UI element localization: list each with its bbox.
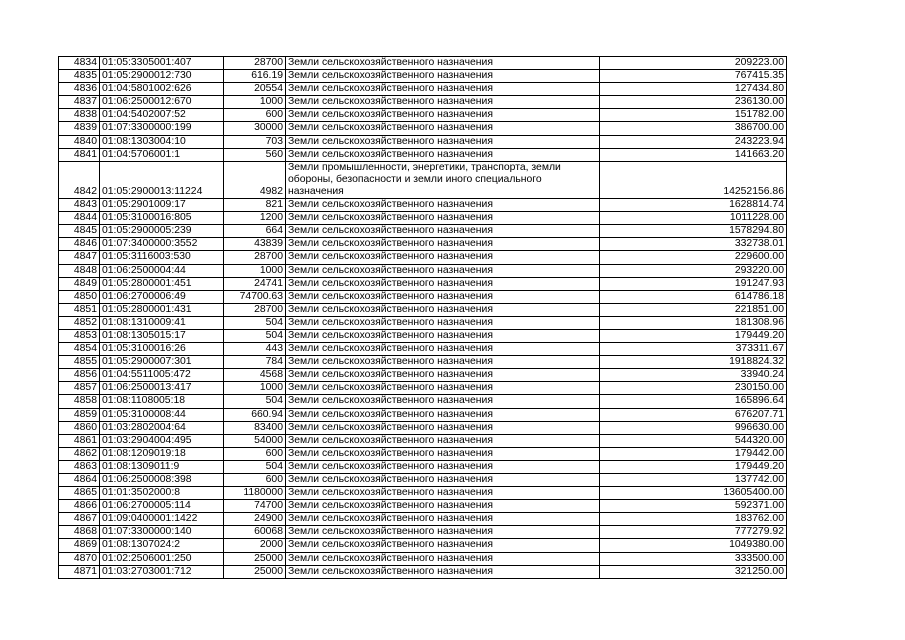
row-number-cell: 4849 [59, 277, 100, 290]
table-body [59, 57, 787, 579]
area-cell: 20554 [224, 83, 286, 96]
row-number-cell: 4856 [59, 369, 100, 382]
land-category-cell: Земли сельскохозяйственного назначения [286, 70, 600, 83]
cadastral-value-cell: 676207.71 [600, 408, 787, 421]
table-row [59, 434, 787, 447]
land-category-cell: Земли сельскохозяйственного назначения [286, 513, 600, 526]
cadastral-number-cell: 01:06:2500004:44 [100, 264, 224, 277]
area-cell: 60068 [224, 526, 286, 539]
cadastral-number-cell: 01:05:2800001:431 [100, 303, 224, 316]
table-row [59, 487, 787, 500]
cadastral-value-cell: 1578294.80 [600, 225, 787, 238]
table-row [59, 395, 787, 408]
row-number-cell: 4855 [59, 356, 100, 369]
land-category-cell: Земли сельскохозяйственного назначения [286, 434, 600, 447]
table-row [59, 135, 787, 148]
cadastral-number-cell: 01:05:2800001:451 [100, 277, 224, 290]
row-number-cell: 4869 [59, 539, 100, 552]
area-cell: 504 [224, 395, 286, 408]
table-row [59, 161, 787, 198]
land-category-cell: Земли промышленности, энергетики, транспорта, земли обороны, безопасности и земли иного специального назначения [286, 161, 600, 198]
cadastral-value-cell: 614786.18 [600, 290, 787, 303]
row-number-cell: 4836 [59, 83, 100, 96]
table-row [59, 212, 787, 225]
row-number-cell: 4843 [59, 199, 100, 212]
table-row [59, 148, 787, 161]
cadastral-number-cell: 01:03:2904004:495 [100, 434, 224, 447]
land-category-cell: Земли сельскохозяйственного назначения [286, 526, 600, 539]
cadastral-value-cell: 373311.67 [600, 343, 787, 356]
table-row [59, 565, 787, 578]
cadastral-number-cell: 01:04:5706001:1 [100, 148, 224, 161]
area-cell: 74700.63 [224, 290, 286, 303]
table-row [59, 199, 787, 212]
area-cell: 1200 [224, 212, 286, 225]
row-number-cell: 4839 [59, 122, 100, 135]
cadastral-value-cell: 321250.00 [600, 565, 787, 578]
cadastral-value-cell: 1628814.74 [600, 199, 787, 212]
cadastral-value-cell: 127434.80 [600, 83, 787, 96]
area-cell: 504 [224, 460, 286, 473]
area-cell: 43839 [224, 238, 286, 251]
cadastral-number-cell: 01:06:2700005:114 [100, 500, 224, 513]
cadastral-value-cell: 1918824.32 [600, 356, 787, 369]
land-category-cell: Земли сельскохозяйственного назначения [286, 343, 600, 356]
area-cell: 443 [224, 343, 286, 356]
cadastral-value-cell: 151782.00 [600, 109, 787, 122]
table-row [59, 277, 787, 290]
land-category-cell: Земли сельскохозяйственного назначения [286, 264, 600, 277]
cadastral-number-cell: 01:05:3100008:44 [100, 408, 224, 421]
table-row [59, 447, 787, 460]
table-row [59, 251, 787, 264]
row-number-cell: 4851 [59, 303, 100, 316]
cadastral-value-cell: 236130.00 [600, 96, 787, 109]
area-cell: 784 [224, 356, 286, 369]
area-cell: 24741 [224, 277, 286, 290]
area-cell: 28700 [224, 57, 286, 70]
row-number-cell: 4835 [59, 70, 100, 83]
row-number-cell: 4865 [59, 487, 100, 500]
land-category-cell: Земли сельскохозяйственного назначения [286, 251, 600, 264]
cadastral-value-cell: 137742.00 [600, 474, 787, 487]
land-category-cell: Земли сельскохозяйственного назначения [286, 225, 600, 238]
cadastral-number-cell: 01:08:1310009:41 [100, 316, 224, 329]
land-category-cell: Земли сельскохозяйственного назначения [286, 238, 600, 251]
area-cell: 74700 [224, 500, 286, 513]
row-number-cell: 4838 [59, 109, 100, 122]
cadastral-value-cell: 179449.20 [600, 460, 787, 473]
table-row [59, 526, 787, 539]
row-number-cell: 4870 [59, 552, 100, 565]
row-number-cell: 4841 [59, 148, 100, 161]
land-category-cell: Земли сельскохозяйственного назначения [286, 290, 600, 303]
land-category-cell: Земли сельскохозяйственного назначения [286, 96, 600, 109]
cadastral-number-cell: 01:05:3305001:407 [100, 57, 224, 70]
table-row [59, 408, 787, 421]
cadastral-number-cell: 01:08:1303004:10 [100, 135, 224, 148]
cadastral-value-cell: 33940.24 [600, 369, 787, 382]
table-row [59, 83, 787, 96]
land-category-cell: Земли сельскохозяйственного назначения [286, 356, 600, 369]
table-row [59, 460, 787, 473]
cadastral-value-cell: 181308.96 [600, 316, 787, 329]
land-category-cell: Земли сельскохозяйственного назначения [286, 83, 600, 96]
row-number-cell: 4834 [59, 57, 100, 70]
area-cell: 24900 [224, 513, 286, 526]
table-row [59, 382, 787, 395]
cadastral-value-cell: 243223.94 [600, 135, 787, 148]
row-number-cell: 4864 [59, 474, 100, 487]
row-number-cell: 4847 [59, 251, 100, 264]
row-number-cell: 4844 [59, 212, 100, 225]
row-number-cell: 4861 [59, 434, 100, 447]
cadastral-number-cell: 01:02:2506001:250 [100, 552, 224, 565]
row-number-cell: 4867 [59, 513, 100, 526]
cadastral-value-cell: 141663.20 [600, 148, 787, 161]
land-category-cell: Земли сельскохозяйственного назначения [286, 303, 600, 316]
row-number-cell: 4863 [59, 460, 100, 473]
table-row [59, 539, 787, 552]
area-cell: 560 [224, 148, 286, 161]
land-category-cell: Земли сельскохозяйственного назначения [286, 487, 600, 500]
area-cell: 703 [224, 135, 286, 148]
cadastral-number-cell: 01:04:5402007:52 [100, 109, 224, 122]
area-cell: 2000 [224, 539, 286, 552]
row-number-cell: 4845 [59, 225, 100, 238]
table-row [59, 500, 787, 513]
row-number-cell: 4848 [59, 264, 100, 277]
cadastral-number-cell: 01:05:3100016:805 [100, 212, 224, 225]
land-category-cell: Земли сельскохозяйственного назначения [286, 395, 600, 408]
area-cell: 1000 [224, 96, 286, 109]
area-cell: 1000 [224, 382, 286, 395]
cadastral-number-cell: 01:07:3300000:140 [100, 526, 224, 539]
land-category-cell: Земли сельскохозяйственного назначения [286, 57, 600, 70]
land-category-cell: Земли сельскохозяйственного назначения [286, 329, 600, 342]
cadastral-value-cell: 191247.93 [600, 277, 787, 290]
area-cell: 25000 [224, 565, 286, 578]
land-category-cell: Земли сельскохозяйственного назначения [286, 122, 600, 135]
area-cell: 600 [224, 447, 286, 460]
cadastral-number-cell: 01:08:1209019:18 [100, 447, 224, 460]
cadastral-value-cell: 14252156.86 [600, 161, 787, 198]
land-category-cell: Земли сельскохозяйственного назначения [286, 474, 600, 487]
land-category-cell: Земли сельскохозяйственного назначения [286, 277, 600, 290]
row-number-cell: 4858 [59, 395, 100, 408]
cadastral-number-cell: 01:05:2901009:17 [100, 199, 224, 212]
land-category-cell: Земли сельскохозяйственного назначения [286, 199, 600, 212]
row-number-cell: 4871 [59, 565, 100, 578]
land-category-cell: Земли сельскохозяйственного назначения [286, 565, 600, 578]
table-row [59, 122, 787, 135]
row-number-cell: 4837 [59, 96, 100, 109]
area-cell: 4982 [224, 161, 286, 198]
cadastral-value-cell: 332738.01 [600, 238, 787, 251]
cadastral-value-cell: 229600.00 [600, 251, 787, 264]
table-row [59, 356, 787, 369]
cadastral-number-cell: 01:04:5801002:626 [100, 83, 224, 96]
cadastral-number-cell: 01:03:2802004:64 [100, 421, 224, 434]
table-row [59, 238, 787, 251]
cadastral-value-cell: 386700.00 [600, 122, 787, 135]
table-row [59, 96, 787, 109]
area-cell: 504 [224, 316, 286, 329]
row-number-cell: 4853 [59, 329, 100, 342]
cadastral-number-cell: 01:06:2500008:398 [100, 474, 224, 487]
land-category-cell: Земли сельскохозяйственного назначения [286, 369, 600, 382]
cadastral-number-cell: 01:01:3502000:8 [100, 487, 224, 500]
land-category-cell: Земли сельскохозяйственного назначения [286, 552, 600, 565]
cadastral-value-cell: 183762.00 [600, 513, 787, 526]
area-cell: 28700 [224, 251, 286, 264]
row-number-cell: 4866 [59, 500, 100, 513]
cadastral-number-cell: 01:06:2500012:670 [100, 96, 224, 109]
cadastral-value-cell: 996630.00 [600, 421, 787, 434]
land-plots-table [58, 56, 787, 579]
land-category-cell: Земли сельскохозяйственного назначения [286, 135, 600, 148]
land-category-cell: Земли сельскохозяйственного назначения [286, 460, 600, 473]
land-category-cell: Земли сельскохозяйственного назначения [286, 212, 600, 225]
cadastral-value-cell: 1049380.00 [600, 539, 787, 552]
land-category-cell: Земли сельскохозяйственного назначения [286, 421, 600, 434]
cadastral-number-cell: 01:08:1309011:9 [100, 460, 224, 473]
cadastral-number-cell: 01:07:3300000:199 [100, 122, 224, 135]
table-row [59, 109, 787, 122]
row-number-cell: 4850 [59, 290, 100, 303]
table-row [59, 264, 787, 277]
cadastral-value-cell: 767415.35 [600, 70, 787, 83]
area-cell: 1180000 [224, 487, 286, 500]
area-cell: 600 [224, 109, 286, 122]
cadastral-value-cell: 209223.00 [600, 57, 787, 70]
row-number-cell: 4840 [59, 135, 100, 148]
cadastral-value-cell: 179442.00 [600, 447, 787, 460]
cadastral-value-cell: 179449.20 [600, 329, 787, 342]
table-row [59, 552, 787, 565]
table-row [59, 474, 787, 487]
row-number-cell: 4862 [59, 447, 100, 460]
row-number-cell: 4846 [59, 238, 100, 251]
row-number-cell: 4854 [59, 343, 100, 356]
cadastral-number-cell: 01:06:2700006:49 [100, 290, 224, 303]
cadastral-value-cell: 333500.00 [600, 552, 787, 565]
cadastral-value-cell: 1011228.00 [600, 212, 787, 225]
land-category-cell: Земли сельскохозяйственного назначения [286, 382, 600, 395]
cadastral-number-cell: 01:09:0400001:1422 [100, 513, 224, 526]
area-cell: 30000 [224, 122, 286, 135]
cadastral-number-cell: 01:05:2900005:239 [100, 225, 224, 238]
land-category-cell: Земли сельскохозяйственного назначения [286, 539, 600, 552]
row-number-cell: 4859 [59, 408, 100, 421]
table-row [59, 303, 787, 316]
row-number-cell: 4842 [59, 161, 100, 198]
row-number-cell: 4860 [59, 421, 100, 434]
cadastral-number-cell: 01:07:3400000:3552 [100, 238, 224, 251]
cadastral-value-cell: 165896.64 [600, 395, 787, 408]
table-row [59, 343, 787, 356]
cadastral-value-cell: 230150.00 [600, 382, 787, 395]
area-cell: 664 [224, 225, 286, 238]
cadastral-number-cell: 01:03:2703001:712 [100, 565, 224, 578]
area-cell: 600 [224, 474, 286, 487]
row-number-cell: 4857 [59, 382, 100, 395]
table-row [59, 329, 787, 342]
cadastral-number-cell: 01:08:1108005:18 [100, 395, 224, 408]
land-category-cell: Земли сельскохозяйственного назначения [286, 109, 600, 122]
cadastral-number-cell: 01:05:2900007:301 [100, 356, 224, 369]
table-row [59, 421, 787, 434]
table-row [59, 369, 787, 382]
cadastral-number-cell: 01:08:1307024:2 [100, 539, 224, 552]
cadastral-number-cell: 01:04:5511005:472 [100, 369, 224, 382]
land-category-cell: Земли сельскохозяйственного назначения [286, 408, 600, 421]
row-number-cell: 4868 [59, 526, 100, 539]
table-row [59, 316, 787, 329]
cadastral-number-cell: 01:05:2900012:730 [100, 70, 224, 83]
area-cell: 83400 [224, 421, 286, 434]
area-cell: 616.19 [224, 70, 286, 83]
table-row [59, 70, 787, 83]
land-category-cell: Земли сельскохозяйственного назначения [286, 447, 600, 460]
cadastral-number-cell: 01:08:1305015:17 [100, 329, 224, 342]
land-category-cell: Земли сельскохозяйственного назначения [286, 316, 600, 329]
cadastral-value-cell: 544320.00 [600, 434, 787, 447]
area-cell: 1000 [224, 264, 286, 277]
table-row [59, 225, 787, 238]
cadastral-value-cell: 592371.00 [600, 500, 787, 513]
cadastral-value-cell: 13605400.00 [600, 487, 787, 500]
land-category-cell: Земли сельскохозяйственного назначения [286, 148, 600, 161]
area-cell: 54000 [224, 434, 286, 447]
cadastral-value-cell: 221851.00 [600, 303, 787, 316]
area-cell: 25000 [224, 552, 286, 565]
area-cell: 4568 [224, 369, 286, 382]
area-cell: 28700 [224, 303, 286, 316]
cadastral-value-cell: 777279.92 [600, 526, 787, 539]
area-cell: 660.94 [224, 408, 286, 421]
land-category-cell: Земли сельскохозяйственного назначения [286, 500, 600, 513]
cadastral-number-cell: 01:05:3116003:530 [100, 251, 224, 264]
table-row [59, 57, 787, 70]
table-row [59, 513, 787, 526]
cadastral-number-cell: 01:05:2900013:11224 [100, 161, 224, 198]
area-cell: 821 [224, 199, 286, 212]
cadastral-number-cell: 01:06:2500013:417 [100, 382, 224, 395]
row-number-cell: 4852 [59, 316, 100, 329]
cadastral-value-cell: 293220.00 [600, 264, 787, 277]
table-row [59, 290, 787, 303]
area-cell: 504 [224, 329, 286, 342]
cadastral-number-cell: 01:05:3100016:26 [100, 343, 224, 356]
